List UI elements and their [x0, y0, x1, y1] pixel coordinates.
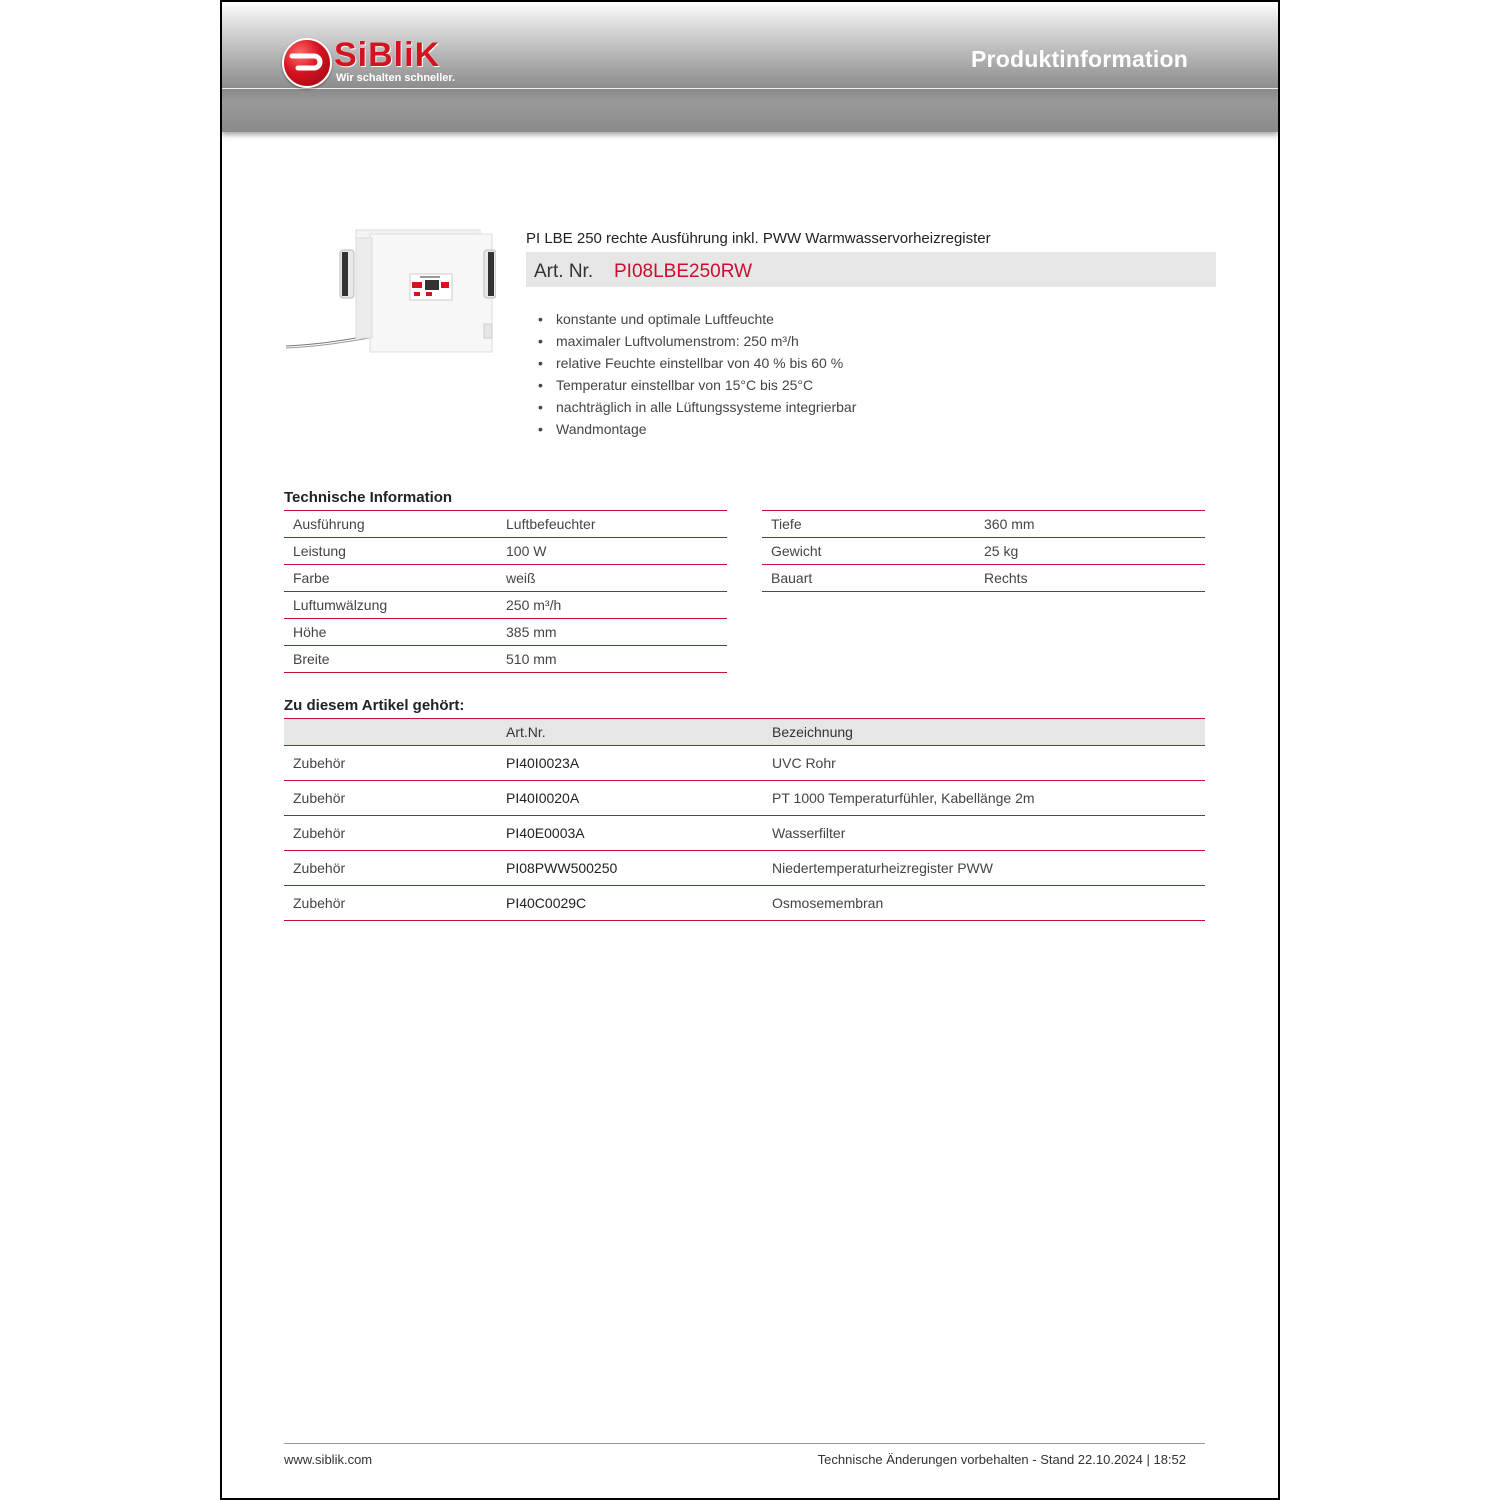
table-row: [284, 646, 727, 673]
header-band: [222, 2, 1278, 132]
accessory-artnr: PI40I0020A: [497, 781, 763, 816]
spec-label: Luftumwälzung: [284, 592, 497, 619]
spec-value: 100 W: [497, 538, 727, 565]
accessory-artnr: PI08PWW500250: [497, 851, 763, 886]
accessory-type: Zubehör: [284, 746, 497, 781]
brand-slogan: Wir schalten schneller.: [336, 72, 456, 84]
accessories-table: [284, 718, 1205, 921]
product-image: [284, 228, 496, 354]
table-row: [284, 816, 1205, 851]
spec-value: Luftbefeuchter: [497, 511, 727, 538]
column-header: [284, 719, 497, 746]
spec-label: Tiefe: [762, 511, 975, 538]
spec-value: 25 kg: [975, 538, 1205, 565]
feature-item: • konstante und optimale Luftfeuchte: [538, 308, 856, 330]
spec-label: Ausführung: [284, 511, 497, 538]
table-row: [284, 619, 727, 646]
article-number-bar: [526, 252, 1216, 287]
table-row: [762, 538, 1205, 565]
spec-label: Höhe: [284, 619, 497, 646]
spec-label: Bauart: [762, 565, 975, 592]
table-row: [762, 565, 1205, 592]
feature-item: • Temperatur einstellbar von 15°C bis 25°C: [538, 374, 856, 396]
feature-item: • maximaler Luftvolumenstrom: 250 m³/h: [538, 330, 856, 352]
accessory-artnr: PI40E0003A: [497, 816, 763, 851]
article-number-label: Art. Nr.: [534, 261, 594, 282]
footer-note: Technische Änderungen vorbehalten - Stand 22.10.2024 | 18:52: [817, 1452, 1186, 1467]
tech-info-title: Technische Information: [284, 489, 453, 506]
brand-name: SiBliK: [334, 36, 441, 74]
table-row: [762, 511, 1205, 538]
spec-value: Rechts: [975, 565, 1205, 592]
spec-value: 510 mm: [497, 646, 727, 673]
accessory-type: Zubehör: [284, 886, 497, 921]
product-title: PI LBE 250 rechte Ausführung inkl. PWW Warmwasservorheizregister: [526, 230, 991, 247]
spec-label: Farbe: [284, 565, 497, 592]
spec-value: 385 mm: [497, 619, 727, 646]
header-divider: [222, 88, 1278, 89]
siblik-logo-icon: [282, 38, 332, 88]
table-row: [284, 851, 1205, 886]
feature-list: [538, 308, 856, 440]
product-sheet: [220, 0, 1280, 1500]
column-header-artnr: Art.Nr.: [497, 719, 763, 746]
accessory-name: Osmosemembran: [763, 886, 1205, 921]
spec-value: 250 m³/h: [497, 592, 727, 619]
table-row: [284, 538, 727, 565]
table-row: [284, 886, 1205, 921]
accessory-type: Zubehör: [284, 851, 497, 886]
table-row: [284, 565, 727, 592]
accessory-type: Zubehör: [284, 816, 497, 851]
table-row: [284, 592, 727, 619]
accessory-artnr: PI40I0023A: [497, 746, 763, 781]
spec-label: Leistung: [284, 538, 497, 565]
footer-website-link[interactable]: www.siblik.com: [284, 1452, 373, 1467]
spec-value: 360 mm: [975, 511, 1205, 538]
accessory-name: Niedertemperaturheizregister PWW: [763, 851, 1205, 886]
feature-item: • relative Feuchte einstellbar von 40 % bis 60 %: [538, 352, 856, 374]
footer-divider: [284, 1443, 1205, 1444]
feature-item: • nachträglich in alle Lüftungssysteme integrierbar: [538, 396, 856, 418]
accessory-name: UVC Rohr: [763, 746, 1205, 781]
tech-table-right: [762, 510, 1205, 592]
table-header-row: [284, 719, 1205, 746]
accessory-type: Zubehör: [284, 781, 497, 816]
article-number-value: PI08LBE250RW: [614, 261, 753, 282]
spec-label: Gewicht: [762, 538, 975, 565]
table-row: [284, 781, 1205, 816]
accessory-artnr: PI40C0029C: [497, 886, 763, 921]
accessory-name: Wasserfilter: [763, 816, 1205, 851]
table-row: [284, 511, 727, 538]
accessories-title: Zu diesem Artikel gehört:: [284, 697, 465, 714]
column-header-name: Bezeichnung: [763, 719, 1205, 746]
page-title: Produktinformation: [971, 46, 1188, 72]
spec-label: Breite: [284, 646, 497, 673]
tech-table-left: [284, 510, 727, 673]
spec-value: weiß: [497, 565, 727, 592]
feature-item: • Wandmontage: [538, 418, 856, 440]
accessory-name: PT 1000 Temperaturfühler, Kabellänge 2m: [763, 781, 1205, 816]
table-row: [284, 746, 1205, 781]
